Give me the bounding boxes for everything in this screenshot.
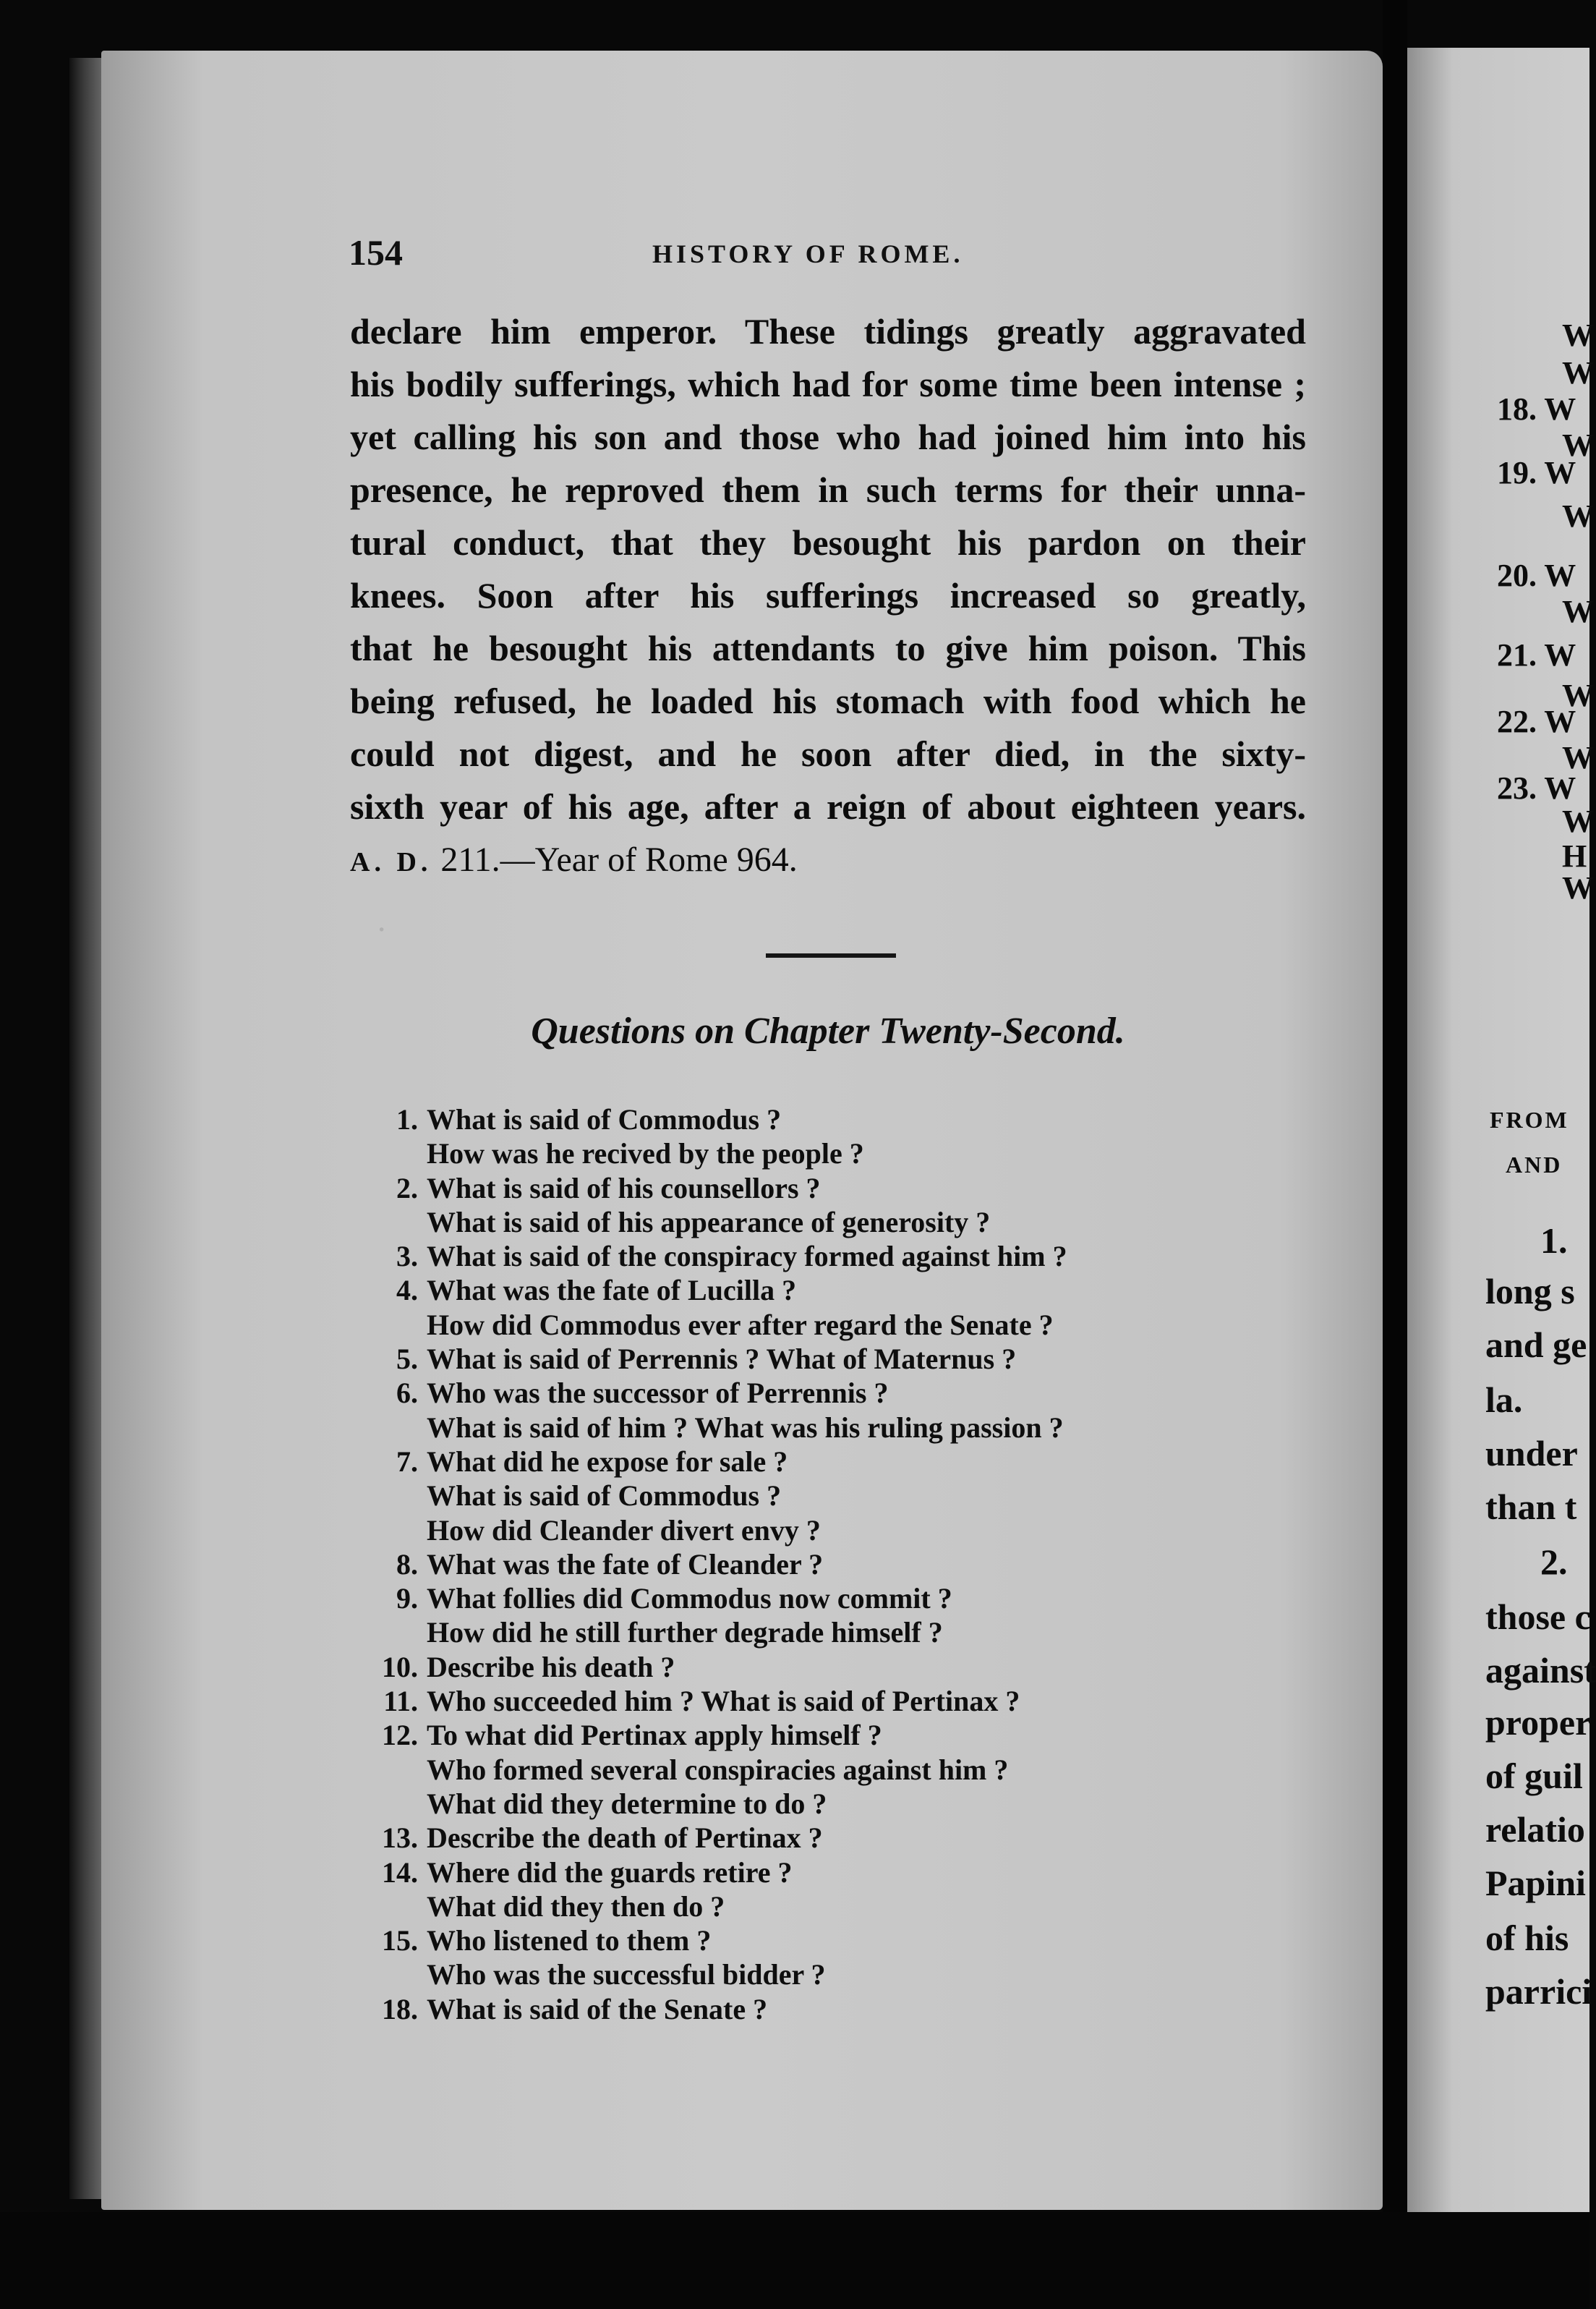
- facing-question-fragment: 20. W: [1497, 558, 1576, 593]
- question-row: [357, 1923, 1312, 1957]
- date-prefix: A. D.: [350, 847, 432, 877]
- body-line: could not digest, and he soon after died, in the sixty-: [350, 733, 1306, 774]
- question-text: Describe his death ?: [427, 1650, 675, 1683]
- facing-question-fragment: 22. W: [1497, 704, 1576, 739]
- question-row: [357, 1273, 1312, 1307]
- facing-text-fragment: of guil: [1485, 1756, 1583, 1796]
- page-number: 154: [349, 232, 403, 273]
- question-text: How did he still further degrade himself ?: [427, 1616, 943, 1649]
- facing-text-fragment: proper: [1485, 1702, 1592, 1743]
- question-text: What did they then do ?: [427, 1889, 725, 1923]
- question-text: Where did the guards retire ?: [427, 1855, 793, 1889]
- question-number: 13.: [382, 1821, 418, 1855]
- question-row: [357, 1821, 1312, 1855]
- facing-question-fragment: H: [1562, 838, 1587, 874]
- question-number: 3.: [396, 1240, 418, 1273]
- question-number: 9.: [396, 1582, 418, 1615]
- body-line: his bodily sufferings, which had for some time been intense ;: [350, 364, 1306, 404]
- facing-text-fragment: Papini: [1485, 1863, 1586, 1903]
- date-text: 211.—Year of Rome 964.: [440, 841, 798, 879]
- facing-text-fragment: parrici: [1485, 1971, 1592, 2012]
- body-line: yet calling his son and those who had joined him into his: [350, 417, 1306, 457]
- question-text: What did he expose for sale ?: [427, 1445, 788, 1478]
- question-number: 14.: [382, 1855, 418, 1889]
- section-divider: [766, 953, 896, 958]
- facing-text-fragment: against: [1485, 1650, 1596, 1691]
- facing-question-fragment: W: [1562, 594, 1594, 629]
- facing-question-fragment: 19. W: [1497, 455, 1576, 490]
- question-number: 4.: [396, 1274, 418, 1307]
- body-line: tural conduct, that they besought his pardon on their: [350, 522, 1306, 563]
- body-line: that he besought his attendants to give him poison. This: [350, 628, 1306, 668]
- facing-text-fragment: relatio: [1485, 1809, 1585, 1850]
- facing-text-fragment: long s: [1485, 1271, 1575, 1311]
- questions-list: [357, 1102, 1312, 2026]
- question-row: [357, 1753, 1312, 1787]
- question-number: 2.: [396, 1171, 418, 1204]
- facing-text-fragment: than t: [1485, 1487, 1577, 1527]
- question-text: What follies did Commodus now commit ?: [427, 1582, 952, 1615]
- facing-question-fragment: W: [1562, 678, 1594, 713]
- question-row: [357, 1513, 1312, 1547]
- facing-question-fragment: W: [1562, 498, 1594, 534]
- question-number: 6.: [396, 1377, 418, 1410]
- question-row: [357, 1102, 1312, 1136]
- question-text: What is said of Commodus ?: [427, 1479, 782, 1513]
- question-text: What is said of Perrennis ? What of Maternus ?: [427, 1343, 1017, 1376]
- facing-question-fragment: W: [1562, 740, 1594, 775]
- question-row: [357, 1992, 1312, 2026]
- facing-text-fragment: and ge: [1485, 1324, 1587, 1365]
- question-row: [357, 1205, 1312, 1239]
- question-text: What was the fate of Lucilla ?: [427, 1274, 797, 1307]
- question-row: [357, 1615, 1312, 1649]
- question-number: 10.: [382, 1650, 418, 1683]
- body-line: being refused, he loaded his stomach with food which he: [350, 681, 1306, 721]
- date-line: [350, 833, 1306, 886]
- question-number: 18.: [382, 1992, 418, 2025]
- facing-text-fragment: under: [1485, 1433, 1578, 1474]
- question-row: [357, 1376, 1312, 1410]
- facing-text-fragment: 2.: [1540, 1542, 1568, 1582]
- question-number: 11.: [383, 1685, 418, 1718]
- body-line: knees. Soon after his sufferings increased so greatly,: [350, 575, 1306, 616]
- facing-text-fragment: of his: [1485, 1918, 1569, 1958]
- question-row: [357, 1650, 1312, 1684]
- question-row: [357, 1718, 1312, 1752]
- question-row: [357, 1342, 1312, 1376]
- question-number: 12.: [382, 1719, 418, 1752]
- question-text: Who succeeded him ? What is said of Pertinax ?: [427, 1685, 1020, 1718]
- question-row: [357, 1787, 1312, 1821]
- question-number: 1.: [396, 1103, 418, 1136]
- question-text: How did Commodus ever after regard the Senate ?: [427, 1308, 1054, 1341]
- question-text: Who listened to them ?: [427, 1924, 712, 1957]
- question-text: What did they determine to do ?: [427, 1787, 827, 1820]
- question-text: To what did Pertinax apply himself ?: [427, 1719, 882, 1752]
- question-text: What is said of his appearance of generosity ?: [427, 1205, 991, 1238]
- question-number: 15.: [382, 1924, 418, 1957]
- facing-header-fragment: AND: [1506, 1152, 1563, 1178]
- question-row: [357, 1855, 1312, 1889]
- question-row: [357, 1411, 1312, 1445]
- facing-text-fragment: la.: [1485, 1379, 1523, 1420]
- facing-question-fragment: W: [1562, 355, 1594, 391]
- facing-question-fragment: 18. W: [1497, 391, 1576, 427]
- question-text: What is said of the conspiracy formed against him ?: [427, 1240, 1067, 1273]
- question-text: Who was the successor of Perrennis ?: [427, 1377, 889, 1410]
- question-text: What is said of the Senate ?: [427, 1992, 768, 2025]
- question-number: 7.: [396, 1445, 418, 1478]
- left-page-edge: [69, 58, 104, 2199]
- running-head: HISTORY OF ROME.: [652, 239, 964, 268]
- scan-bottom-margin: [0, 2212, 1589, 2309]
- facing-question-fragment: W: [1562, 318, 1594, 353]
- book-gutter: [1383, 0, 1407, 2309]
- question-row: [357, 1171, 1312, 1205]
- question-text: What was the fate of Cleander ?: [427, 1547, 824, 1581]
- question-text: How did Cleander divert envy ?: [427, 1513, 821, 1547]
- facing-question-fragment: W: [1562, 870, 1594, 906]
- question-text: What is said of Commodus ?: [427, 1103, 782, 1136]
- body-paragraph: [350, 305, 1306, 886]
- facing-text-fragment: 1.: [1540, 1220, 1568, 1261]
- body-line: declare him emperor. These tidings greatly aggravated: [350, 311, 1306, 352]
- question-row: [357, 1889, 1312, 1923]
- question-text: What is said of his counsellors ?: [427, 1171, 821, 1204]
- facing-header-fragment: FROM: [1490, 1107, 1569, 1133]
- question-row: [357, 1445, 1312, 1479]
- question-text: Who formed several conspiracies against him ?: [427, 1753, 1009, 1786]
- facing-text-fragment: those c: [1485, 1596, 1591, 1637]
- question-number: 8.: [396, 1547, 418, 1581]
- question-row: [357, 1581, 1312, 1615]
- question-text: How was he recived by the people ?: [427, 1137, 864, 1170]
- questions-heading: Questions on Chapter Twenty-Second.: [531, 1011, 1125, 1052]
- question-text: Who was the successful bidder ?: [427, 1958, 826, 1991]
- question-number: 5.: [396, 1343, 418, 1376]
- facing-question-fragment: W: [1562, 428, 1594, 463]
- question-row: [357, 1547, 1312, 1581]
- question-row: [357, 1684, 1312, 1718]
- page-header: [349, 231, 1305, 275]
- question-row: [357, 1239, 1312, 1273]
- facing-question-fragment: 23. W: [1497, 770, 1576, 806]
- question-row: [357, 1479, 1312, 1513]
- question-text: Describe the death of Pertinax ?: [427, 1821, 823, 1855]
- question-row: [357, 1308, 1312, 1342]
- facing-question-fragment: 21. W: [1497, 637, 1576, 673]
- body-line: presence, he reproved them in such terms for their unna-: [350, 469, 1306, 510]
- show-through-text: ·: [376, 911, 388, 948]
- question-row: [357, 1136, 1312, 1170]
- body-line: sixth year of his age, after a reign of about eighteen years.: [350, 786, 1306, 827]
- question-text: What is said of him ? What was his ruling passion ?: [427, 1411, 1064, 1444]
- question-row: [357, 1957, 1312, 1991]
- facing-question-fragment: W: [1562, 804, 1594, 839]
